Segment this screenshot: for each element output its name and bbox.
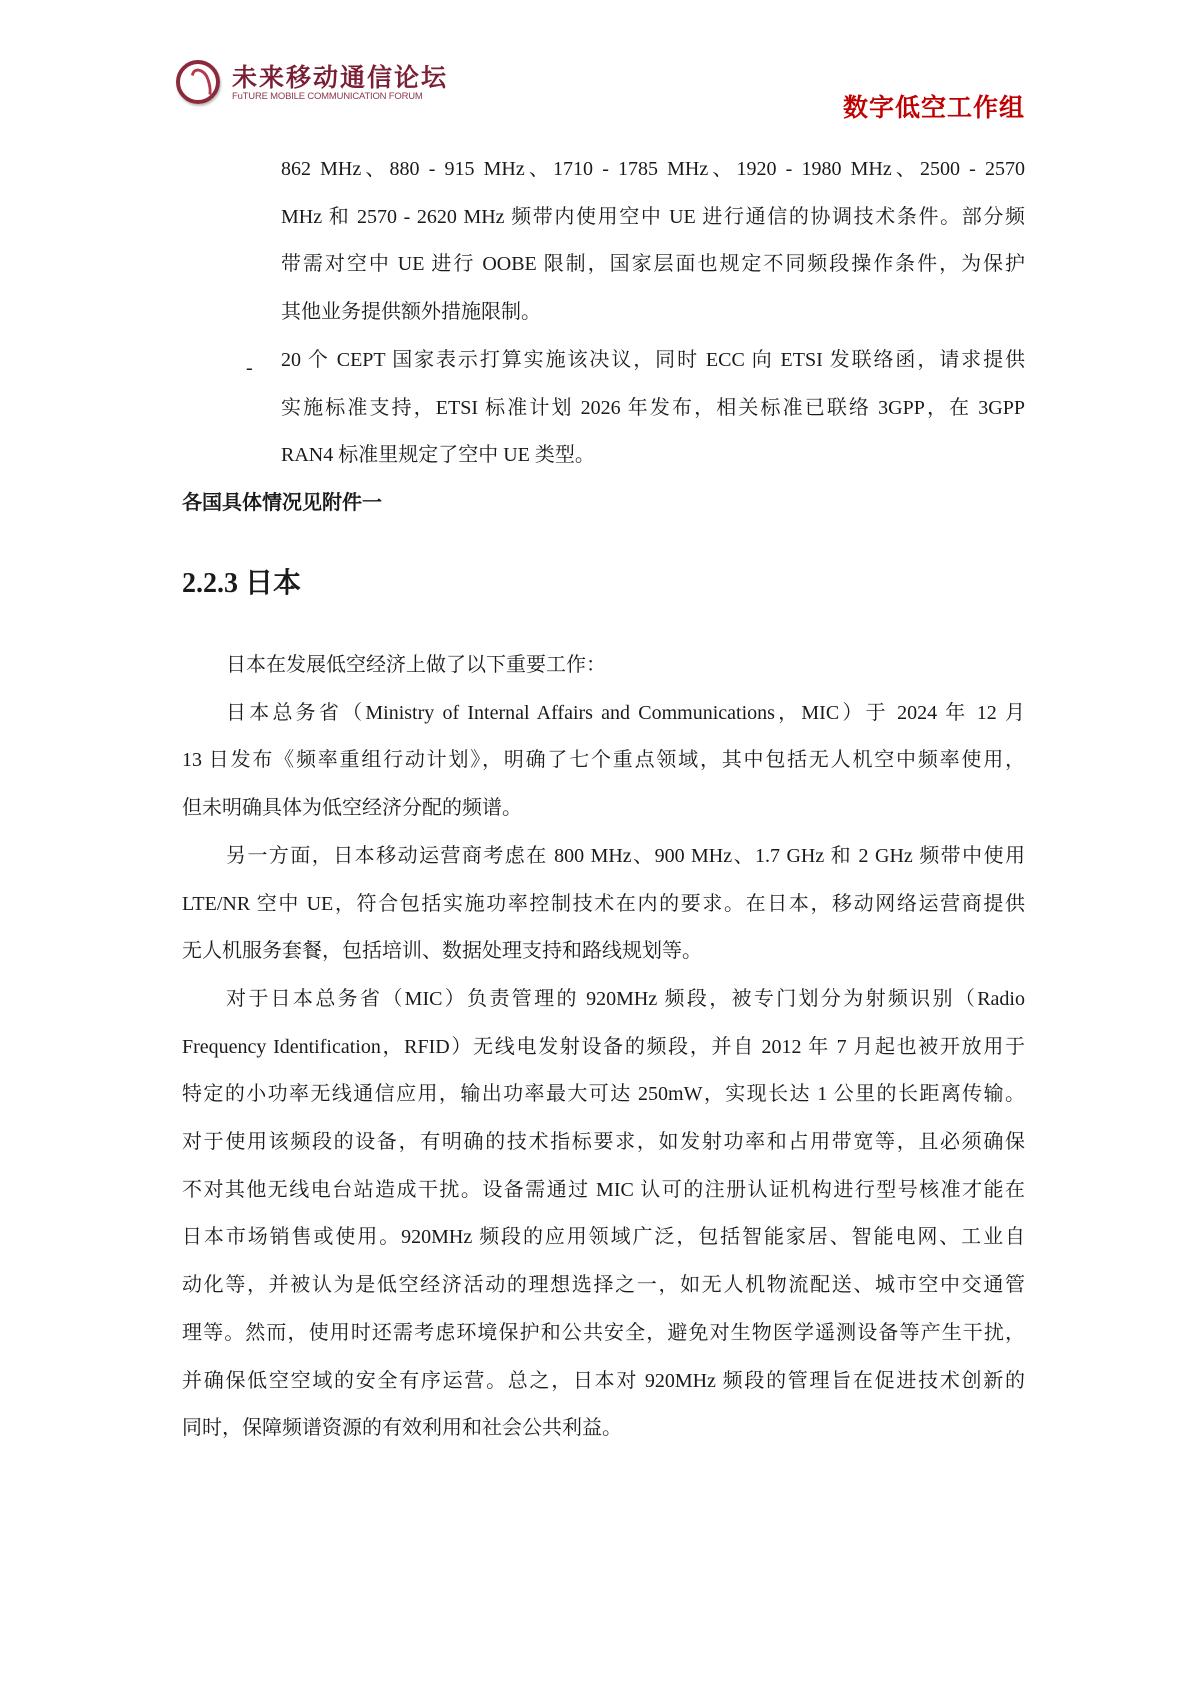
paragraph-line: 理等。然而，使用时还需考虑环境保护和公共安全，避免对生物医学遥测设备等产生干扰，	[182, 1321, 1025, 1344]
paragraph-line: 13 日发布《频率重组行动计划》，明确了七个重点领域，其中包括无人机空中频率使用，	[182, 749, 1025, 772]
logo-chinese-name: 未来移动通信论坛	[232, 63, 449, 92]
paragraph-line: 对于使用该频段的设备，有明确的技术指标要求，如发射功率和占用带宽等，且必须确保	[182, 1131, 1025, 1153]
section-heading: 2.2.3 日本	[182, 568, 302, 599]
paragraph-line: 无人机服务套餐，包括培训、数据处理支持和路线规划等。	[182, 940, 702, 963]
list-item-line: MHz 和 2570 - 2620 MHz 频带内使用空中 UE 进行通信的协调技术条件。部分频	[281, 205, 1025, 228]
list-bullet: -	[246, 357, 253, 379]
paragraph-line: 同时，保障频谱资源的有效利用和社会公共利益。	[182, 1417, 622, 1440]
paragraph-line: 动化等，并被认为是低空经济活动的理想选择之一，如无人机物流配送、城市空中交通管	[182, 1274, 1025, 1297]
list-item-line: 其他业务提供额外措施限制。	[281, 301, 541, 324]
paragraph-line: Frequency Identification，RFID）无线电发射设备的频段，并自 2012 年 7 月起也被开放用于	[182, 1035, 1025, 1058]
paragraph-line: LTE/NR 空中 UE，符合包括实施功率控制技术在内的要求。在日本，移动网络运营商提供	[182, 892, 1025, 915]
forum-logo-icon	[176, 60, 220, 104]
working-group-title: 数字低空工作组	[842, 95, 1025, 122]
list-item-line: 20 个 CEPT 国家表示打算实施该决议，同时 ECC 向 ETSI 发联络函，请求提供	[281, 348, 1025, 371]
paragraph-line: 但未明确具体为低空经济分配的频谱。	[182, 797, 522, 820]
paragraph-line: 日本总务省（Ministry of Internal Affairs and Communications，MIC）于 2024 年 12 月	[226, 701, 1025, 724]
list-item-line: RAN4 标准里规定了空中 UE 类型。	[281, 444, 595, 467]
paragraph-line: 并确保低空空域的安全有序运营。总之，日本对 920MHz 频段的管理旨在促进技术创新的	[182, 1369, 1025, 1392]
paragraph-line: 另一方面，日本移动运营商考虑在 800 MHz、900 MHz、1.7 GHz 和 2 GHz 频带中使用	[226, 844, 1025, 867]
list-item-line: 带需对空中 UE 进行 OOBE 限制，国家层面也规定不同频段操作条件，为保护	[281, 253, 1025, 276]
paragraph-line: 日本在发展低空经济上做了以下重要工作：	[226, 654, 606, 676]
paragraph-line: 特定的小功率无线通信应用，输出功率最大可达 250mW，实现长达 1 公里的长距离传输。	[182, 1083, 1025, 1106]
paragraph-line: 日本市场销售或使用。920MHz 频段的应用领域广泛，包括智能家居、智能电网、工业自	[182, 1226, 1025, 1249]
forum-logo	[176, 58, 451, 110]
annex-note: 各国具体情况见附件一	[182, 492, 382, 514]
list-item-line: 实施标准支持，ETSI 标准计划 2026 年发布，相关标准已联络 3GPP，在 3GPP	[281, 396, 1025, 419]
logo-english-name: FuTURE MOBILE COMMUNICATION FORUM	[232, 91, 423, 102]
list-item-line: 862 MHz、880 - 915 MHz、1710 - 1785 MHz、1920 - 1980 MHz、2500 - 2570	[281, 158, 1025, 180]
paragraph-line: 对于日本总务省（MIC）负责管理的 920MHz 频段，被专门划分为射频识别（Radio	[226, 987, 1025, 1010]
paragraph-line: 不对其他无线电台站造成干扰。设备需通过 MIC 认可的注册认证机构进行型号核准才能在	[182, 1178, 1025, 1201]
